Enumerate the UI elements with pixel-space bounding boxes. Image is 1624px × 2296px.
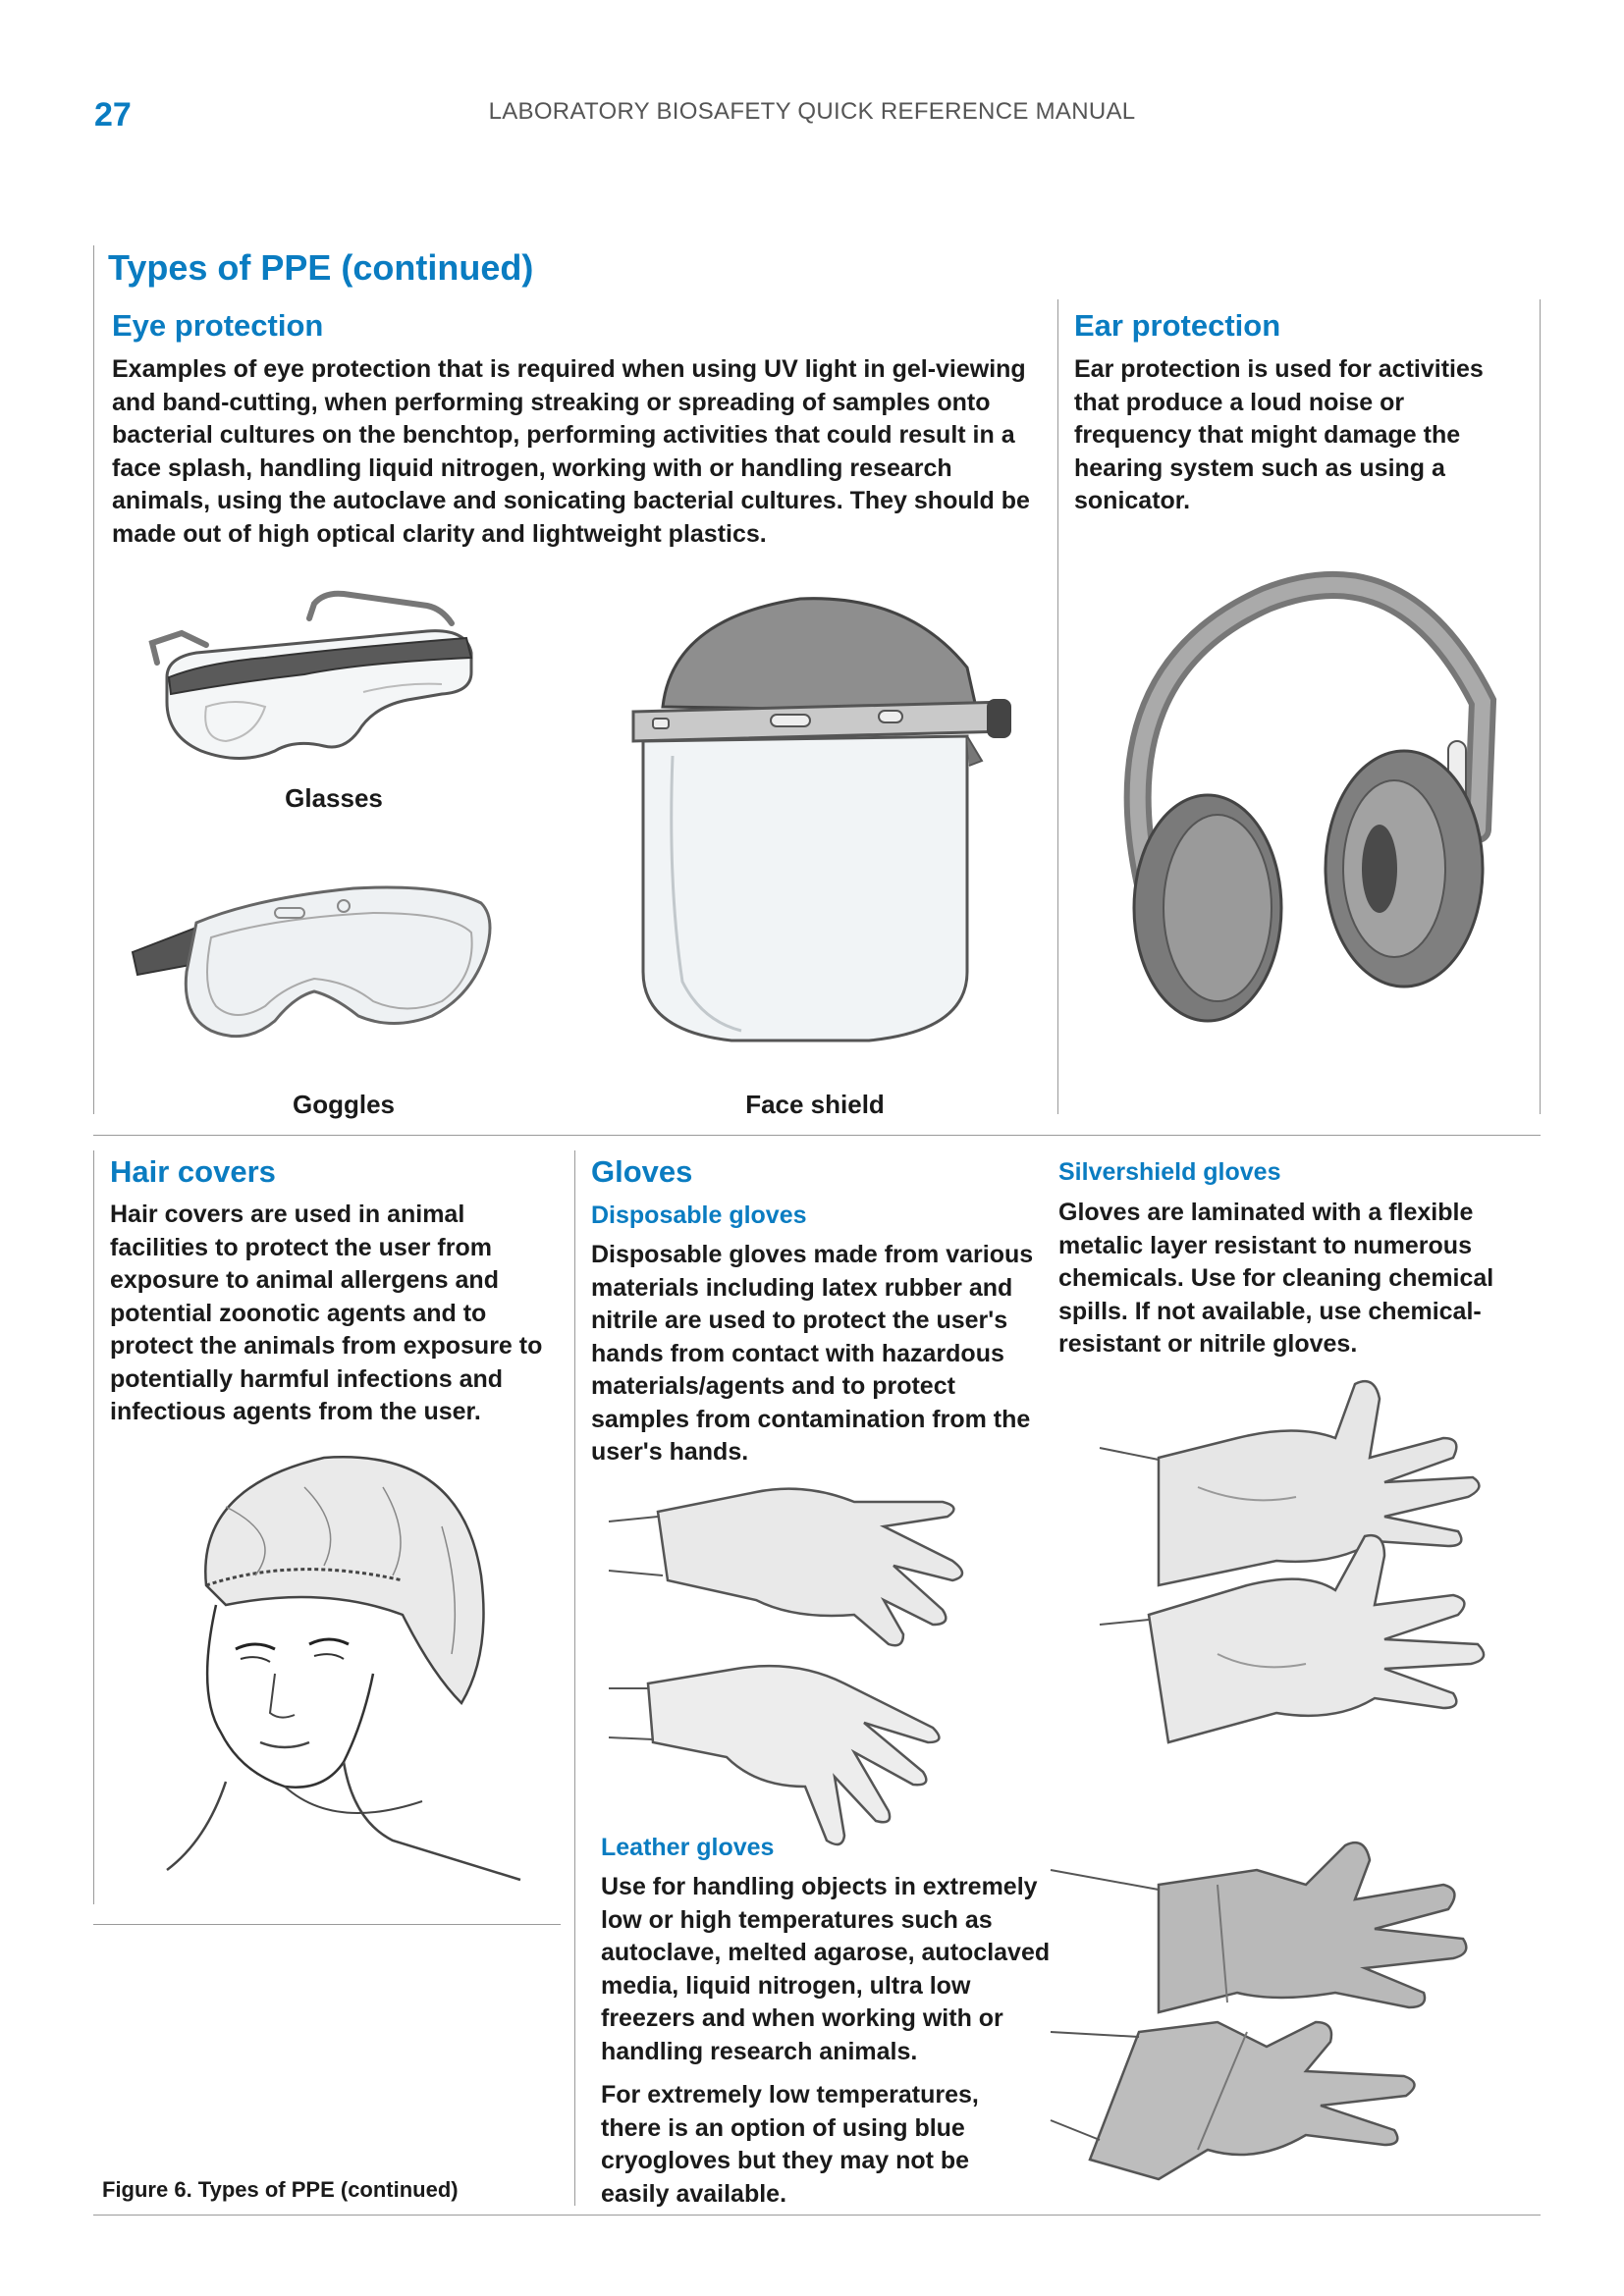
- face-shield-illustration: [614, 589, 1026, 1050]
- ear-protection-text: Ear protection is used for activities that produce a loud noise or frequency that might damage the hearing system such as using a sonicator.: [1074, 355, 1484, 514]
- earmuffs-illustration: [1080, 545, 1492, 1036]
- eye-protection-text: Examples of eye protection that is required when using UV light in gel-viewing and band-cutting, when performing streaking or spreading of samples onto bacterial cultures on the benchtop, performing activities that could result in a face splash, handling liquid nitrogen, working with or handling research animals, using the autoclave and sonicating bacterial cultures. They should be made out of high optical clarity and lightweight plastics.: [112, 355, 1030, 548]
- frame-right-top: [1540, 299, 1541, 1114]
- silvershield-gloves-text: Gloves are laminated with a flexible metalic layer resistant to numerous chemicals. Use for cleaning chemical spills. If not available, use chemical-resistant or nitrile gloves.: [1058, 1199, 1494, 1358]
- silvershield-gloves-illustration: [1100, 1369, 1512, 1811]
- divider-horizontal: [93, 1135, 1541, 1136]
- disposable-gloves-illustration: [609, 1472, 1001, 1885]
- hair-bottom-rule: [93, 1924, 561, 1925]
- leather-gloves-text-1: Use for handling objects in extremely low or high temperatures such as autoclave, melted agarose, autoclaved media, liquid nitrogen, ultra low freezers and when working with or handling research animals.: [601, 1873, 1051, 2065]
- section-title: Types of PPE (continued): [108, 247, 534, 288]
- ear-protection-heading: Ear protection: [1074, 308, 1281, 343]
- frame-left-bottom: [93, 1150, 94, 1904]
- silvershield-gloves-heading: Silvershield gloves: [1058, 1158, 1281, 1186]
- goggles-illustration: [128, 859, 501, 1055]
- glasses-caption: Glasses: [285, 783, 383, 813]
- running-title: LABORATORY BIOSAFETY QUICK REFERENCE MANUAL: [488, 98, 1136, 125]
- hair-covers-text: Hair covers are used in animal facilities to protect the user from exposure to animal allergens and potential zoonotic agents and to protect the animals from exposure to potentially harmful infections and infectious agents from the user.: [110, 1201, 543, 1425]
- leather-gloves-illustration: [1051, 1826, 1483, 2218]
- figure-caption: Figure 6. Types of PPE (continued): [102, 2177, 459, 2202]
- hair-cover-illustration: [167, 1448, 560, 1890]
- goggles-caption: Goggles: [292, 1090, 395, 1119]
- leather-gloves-heading: Leather gloves: [601, 1834, 775, 1861]
- divider-hair-gloves: [574, 1150, 575, 2206]
- disposable-gloves-text: Disposable gloves made from various materials including latex rubber and nitrile are used to protect the user's hands from contact with hazardous materials/agents and to protect samples from contamination from the user's hands.: [591, 1241, 1034, 1466]
- gloves-heading: Gloves: [591, 1154, 693, 1189]
- leather-gloves-text-2: For extremely low temperatures, there is an option of using blue cryogloves but they may not be easily available.: [601, 2081, 979, 2208]
- disposable-gloves-heading: Disposable gloves: [591, 1201, 807, 1229]
- divider-eye-ear: [1057, 299, 1058, 1114]
- page-number: 27: [94, 96, 132, 133]
- frame-left-top: [93, 245, 94, 1114]
- glasses-illustration: [147, 584, 481, 771]
- hair-covers-heading: Hair covers: [110, 1154, 276, 1189]
- face-shield-caption: Face shield: [745, 1090, 885, 1119]
- eye-protection-heading: Eye protection: [112, 308, 324, 343]
